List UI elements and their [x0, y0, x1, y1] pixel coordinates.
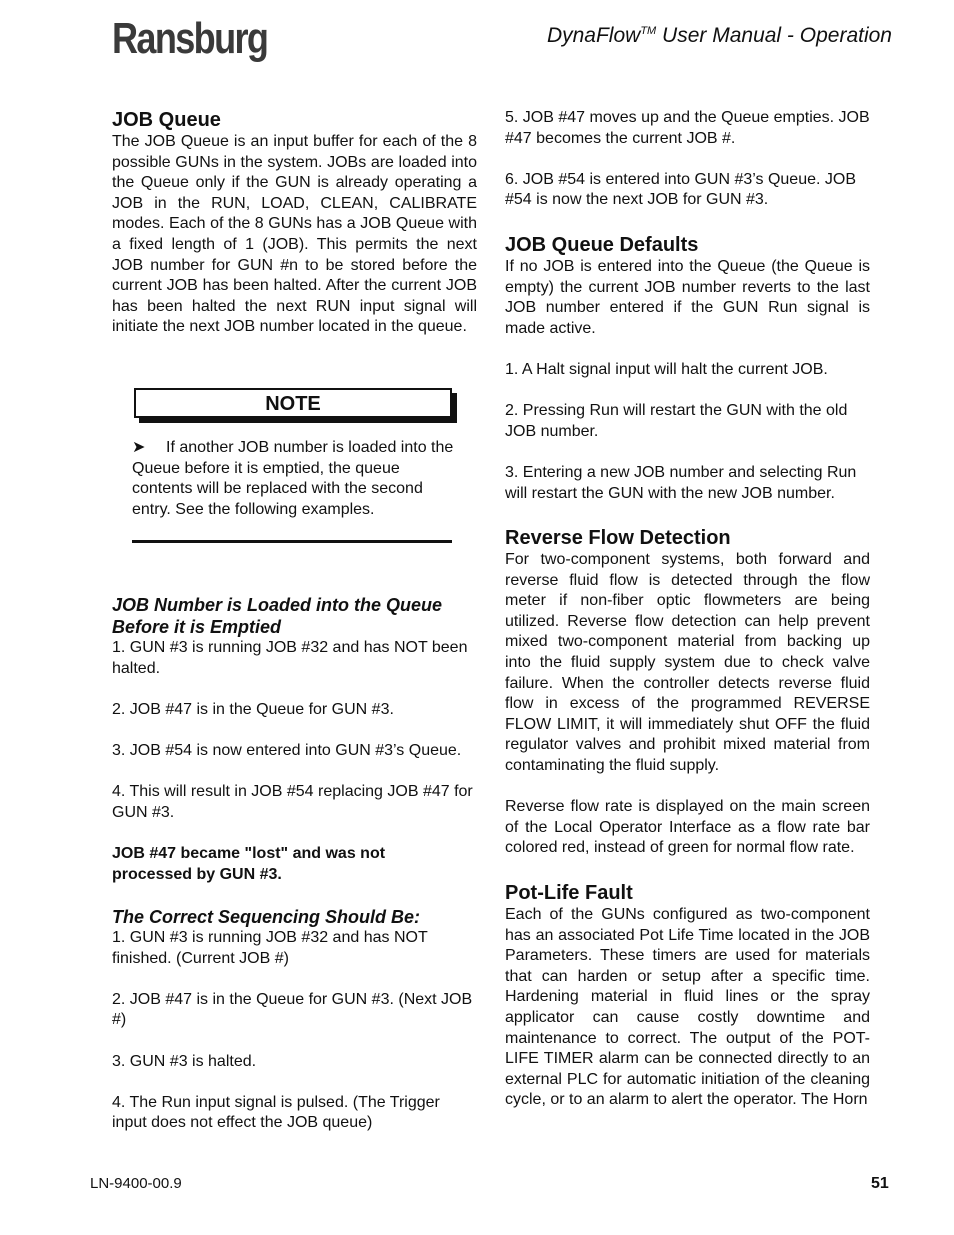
reverse-flow-text: For two-component systems, both forward and reverse fluid flow is detected through the flow meter if non-fiber optic flowmeters are being utilized. Reverse flow detection can help prevent mixed two-component material from backing up into the fluid supply system due to check valve failure. When the controller detects reverse fluid flow in excess of the programmed REVERSE FLOW LIMIT, it will immediately shut OFF the fluid regulator valves and prohibit mixed material from contaminating the fluid supply.: [505, 551, 870, 775]
continued-item-5: 5. JOB #47 moves up and the Queue empties. JOB #47 becomes the current JOB #.: [505, 109, 870, 147]
defaults-item-3: 3. Entering a new JOB number and selecting Run will restart the GUN with the new JOB number.: [505, 463, 857, 502]
defaults-text: If no JOB is entered into the Queue (the Queue is empty) the current JOB number reverts to the last JOB number entered if the GUN Run signal is made active.: [505, 257, 870, 337]
example2-heading: The Correct Sequencing Should Be:: [112, 907, 421, 928]
note-text: If another JOB number is loaded into the Queue before it is emptied, the queue contents will be replaced with the second entry. See the following examples.: [132, 438, 454, 518]
example1-item-2: 2. JOB #47 is in the Queue for GUN #3.: [112, 701, 394, 719]
example2-item-3: 3. GUN #3 is halted.: [112, 1052, 257, 1070]
title-product: DynaFlow: [546, 24, 641, 47]
defaults-item-2: 2. Pressing Run will restart the GUN with the old JOB number.: [505, 402, 848, 440]
manual-title: [547, 24, 892, 48]
pot-life-text: Each of the GUNs configured as two-component has an associated Pot Life Time located in the JOB Parameters. These timers are used for materials that can harden or setup after a specific time. Hardening material in fluid lines or the spray applicator can cause costly downtime and maintenance to correct. The output of the POT-LIFE TIMER alarm can be connected directly to an external PLC for automatic initiation of the cleaning cycle, or to an alarm to alert the operator. The Horn: [505, 906, 870, 1109]
ransburg-logo: Ransburg: [112, 14, 268, 63]
example1-item-3: 3. JOB #54 is now entered into GUN #3’s Queue.: [112, 742, 462, 760]
defaults-item-1: 1. A Halt signal input will halt the current JOB.: [505, 360, 828, 378]
reverse-flow-display-text: Reverse flow rate is displayed on the main screen of the Local Operator Interface as a flow rate bar colored red, instead of green for normal flow rate.: [505, 798, 870, 857]
note-title: NOTE: [134, 388, 452, 418]
continued-item-6: 6. JOB #54 is entered into GUN #3’s Queue. JOB #54 is now the next JOB for GUN #3.: [505, 170, 856, 209]
pot-life-heading: Pot-Life Fault: [505, 882, 633, 904]
title-trademark: TM: [640, 25, 657, 37]
example2-item-4: 4. The Run input signal is pulsed. (The Trigger input does not effect the JOB queue): [112, 1093, 440, 1132]
example1-item-4: 4. This will result in JOB #54 replacing JOB #47 for GUN #3.: [112, 783, 473, 822]
note-arrow-icon: ➤: [132, 438, 146, 456]
title-rest: User Manual - Operation: [656, 24, 892, 47]
example1-heading: JOB Number is Loaded into the Queue Before it is Emptied: [112, 595, 443, 638]
example1-item-1: 1. GUN #3 is running JOB #32 and has NOT been halted.: [112, 639, 468, 677]
lost-job-text: JOB #47 became "lost" and was not processed by GUN #3.: [112, 845, 386, 883]
page-number: 51: [871, 1175, 889, 1192]
job-queue-heading: JOB Queue: [112, 109, 221, 131]
document-number: LN-9400-00.9: [90, 1175, 182, 1192]
job-queue-text: The JOB Queue is an input buffer for each of the 8 possible GUNs in the system. JOBs are loaded into the Queue only if the GUN is already operating a JOB in the RUN, LOAD, CLEAN, CALIBRATE modes. Each of the 8 GUNs has a JOB Queue with a fixed length of 1 (JOB). This permits the next JOB number for GUN #n to be stored before the current JOB has been halted. After the current JOB has been halted the next RUN input signal will initiate the next JOB number located in the queue.: [112, 133, 477, 336]
note-body: [132, 438, 454, 520]
example2-item-2: 2. JOB #47 is in the Queue for GUN #3. (Next JOB #): [112, 990, 473, 1029]
defaults-heading: JOB Queue Defaults: [505, 233, 699, 256]
example2-item-1: 1. GUN #3 is running JOB #32 and has NOT finished. (Current JOB #): [112, 929, 428, 967]
left-column: [112, 108, 477, 1134]
reverse-flow-heading: Reverse Flow Detection: [505, 527, 731, 550]
right-column: [505, 108, 870, 1111]
